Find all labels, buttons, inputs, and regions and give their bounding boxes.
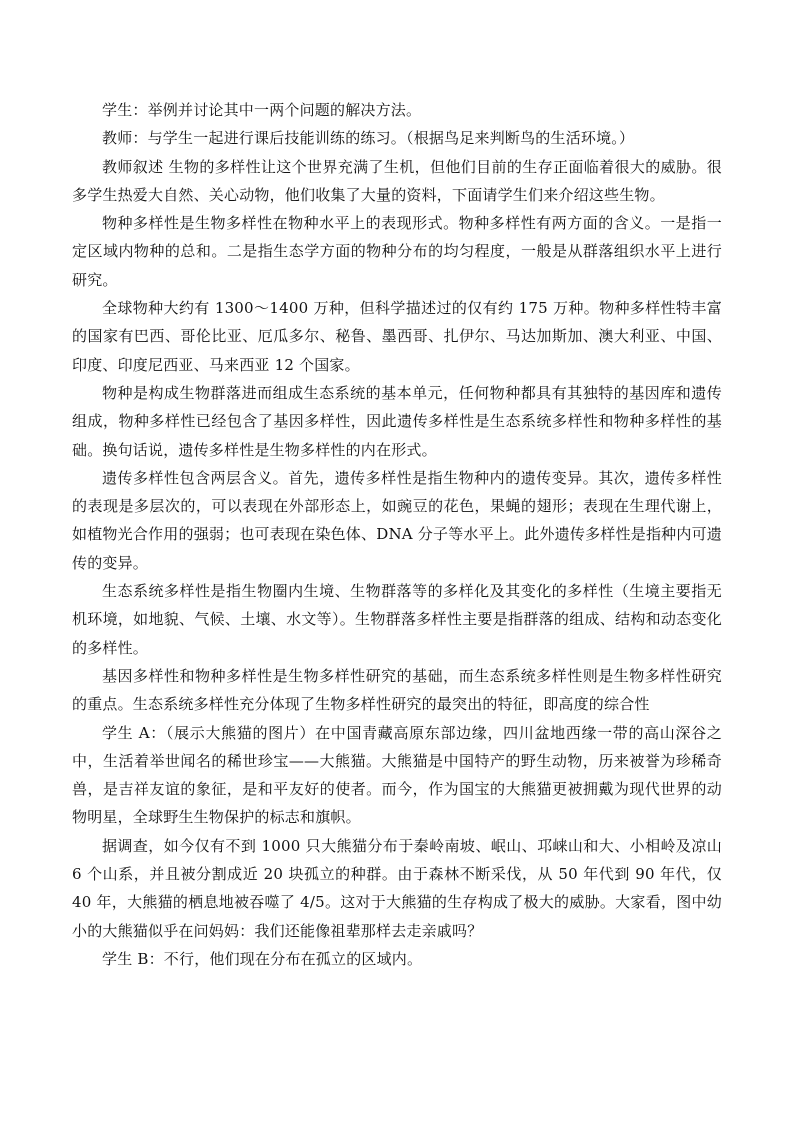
paragraph-genetic-diversity: 遗传多样性包含两层含义。首先，遗传多样性是指生物种内的遗传变异。其次，遗传多样性的表现是多层次的，可以表现在外部形态上，如豌豆的花色，果蝇的翅形；表现在生理代谢上，如植物光合作用的强弱；也可表现在染色体、DNA 分子等水平上。此外遗传多样性是指种内可遗传的变异。 xyxy=(72,468,722,572)
paragraph-teacher-narration: 教师叙述 生物的多样性让这个世界充满了生机，但他们目前的生存正面临着很大的威胁。很多学生热爱大自然、关心动物，他们收集了大量的资料，下面请学生们来介绍这些生物。 xyxy=(72,157,722,204)
paragraph-student-a-panda: 学生 A：（展示大熊猫的图片）在中国青藏高原东部边缘，四川盆地西缘一带的高山深谷之中，生活着举世闻名的稀世珍宝——大熊猫。大熊猫是中国特产的野生动物，历来被誉为珍稀奇兽，是吉祥友谊的象征，是和平友好的使者。而今，作为国宝的大熊猫更被拥戴为现代世界的动物明星，全球野生生物保护的标志和旗帜。 xyxy=(72,723,722,827)
paragraph-species-unit: 物种是构成生物群落进而组成生态系统的基本单元，任何物种都具有其独特的基因库和遗传组成，物种多样性已经包含了基因多样性，因此遗传多样性是生态系统多样性和物种多样性的基础。换句话说，遗传多样性是生物多样性的内在形式。 xyxy=(72,383,722,459)
paragraph-species-diversity: 物种多样性是生物多样性在物种水平上的表现形式。物种多样性有两方面的含义。一是指一定区域内物种的总和。二是指生态学方面的物种分布的均匀程度，一般是从群落组织水平上进行研究。 xyxy=(72,214,722,289)
paragraph-panda-survey: 据调查，如今仅有不到 1000 只大熊猫分布于秦岭南坡、岷山、邛崃山和大、小相岭及凉山 6 个山系，并且被分割成近 20 块孤立的种群。由于森林不断采伐，从 50 年代到 90 年代，仅 40 年，大熊猫的栖息地被吞噬了 4/5。这对于大熊猫的生存构成了极大的威胁。大家看，图中幼小的大熊猫似乎在问妈妈：我们还能像祖辈那样去走亲戚吗？ xyxy=(72,836,722,940)
paragraph-ecosystem-diversity: 生态系统多样性是指生物圈内生境、生物群落等的多样化及其变化的多样性（生境主要指无机环境，如地貌、气候、土壤、水文等）。生物群落多样性主要是指群落的组成、结构和动态变化的多样性。 xyxy=(72,582,722,657)
document-page xyxy=(72,96,722,973)
paragraph-student-b: 学生 B：不行，他们现在分布在孤立的区域内。 xyxy=(102,949,423,968)
paragraph-student-discussion: 学生：举例并讨论其中一两个问题的解决方法。 xyxy=(102,101,422,119)
paragraph-research-focus: 基因多样性和物种多样性是生物多样性研究的基础，而生态系统多样性则是生物多样性研究的重点。生态系统多样性充分体现了生物多样性研究的最突出的特征，即高度的综合性 xyxy=(72,666,722,714)
paragraph-teacher-exercise: 教师：与学生一起进行课后技能训练的练习。（根据鸟足来判断鸟的生活环境。） xyxy=(102,129,635,148)
paragraph-global-species: 全球物种大约有 1300～1400 万种，但科学描述过的仅有约 175 万种。物种多样性特丰富的国家有巴西、哥伦比亚、厄瓜多尔、秘鲁、墨西哥、扎伊尔、马达加斯加、澳大利亚、中国、印度、印度尼西亚、马来西亚 12 个国家。 xyxy=(72,299,722,374)
